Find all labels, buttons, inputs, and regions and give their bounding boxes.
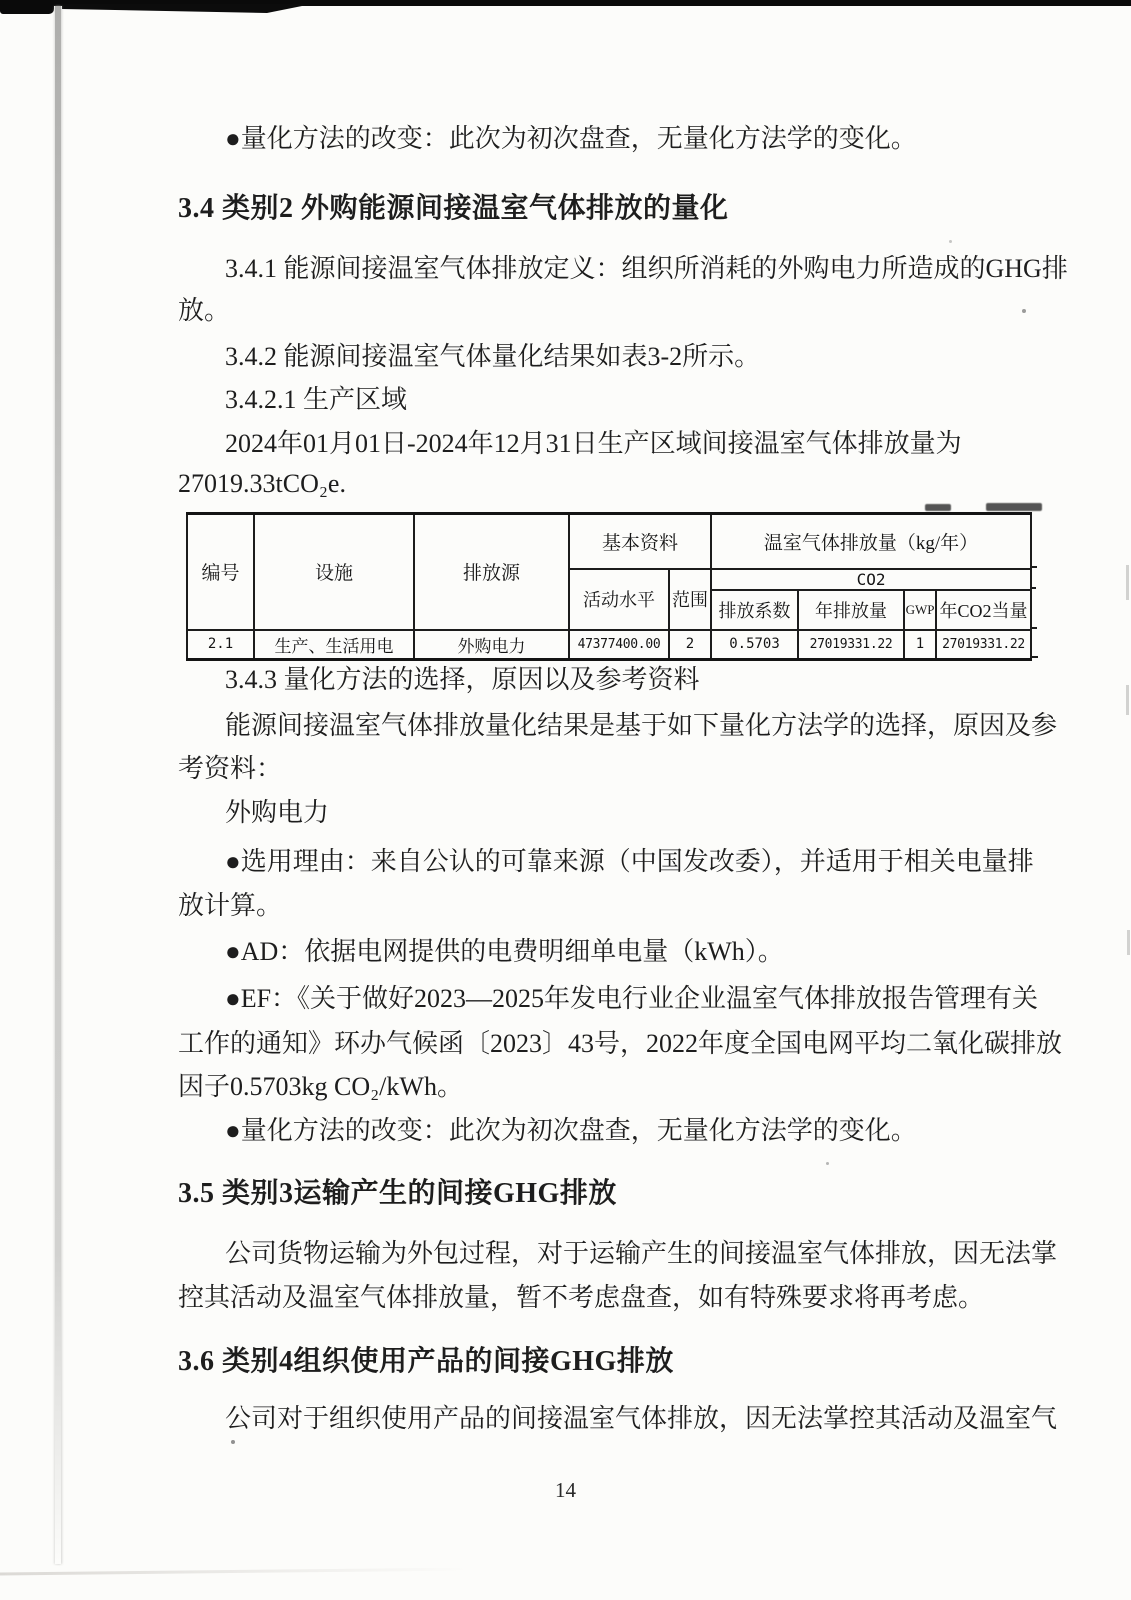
bullet-selection-reason-line-1: ●选用理由：来自公认的可靠来源（中国发改委），并适用于相关电量排 xyxy=(225,847,1034,876)
paragraph-3-4-3: 3.4.3 量化方法的选择，原因以及参考资料 xyxy=(225,665,700,694)
bullet-ef-line-1: ●EF：《关于做好2023—2025年发电行业企业温室气体排放报告管理有关 xyxy=(225,984,1039,1013)
scan-edge-mark xyxy=(1127,930,1130,955)
table-row xyxy=(187,630,1031,660)
cell-gwp: 1 xyxy=(904,630,936,660)
paragraph-3-4-1-line-1: 3.4.1 能源间接温室气体排放定义：组织所消耗的外购电力所造成的GHG排 xyxy=(225,254,1068,283)
bullet-ef-line-3: 因子0.5703kg CO₂/kWh。 xyxy=(178,1072,463,1101)
paragraph-3-4-2: 3.4.2 能源间接温室气体量化结果如表3-2所示。 xyxy=(225,342,761,371)
scan-speck xyxy=(826,1162,829,1165)
page-number: 14 xyxy=(555,1478,576,1502)
scan-speck xyxy=(231,1440,235,1444)
emission-table xyxy=(186,512,1032,661)
scan-top-wedge-artifact xyxy=(62,4,312,13)
section-heading-3-5: 3.5 类别3运输产生的间接GHG排放 xyxy=(178,1178,617,1209)
group-header-basic-data: 基本资料 xyxy=(569,514,711,569)
paragraph-method-line-1: 能源间接温室气体排放量化结果是基于如下量化方法学的选择，原因及参 xyxy=(225,711,1058,740)
paragraph-3-5-line-1: 公司货物运输为外包过程，对于运输产生的间接温室气体排放，因无法掌 xyxy=(225,1239,1058,1268)
paragraph-3-4-2-1: 3.4.2.1 生产区域 xyxy=(225,385,408,414)
column-header-activity-level: 活动水平 xyxy=(569,569,669,630)
column-header-annual-emission: 年排放量 xyxy=(798,590,904,630)
cell-annual-emission: 27019331.22 xyxy=(798,630,904,660)
paragraph-period-line-1: 2024年01月01日-2024年12月31日生产区域间接温室气体排放量为 xyxy=(225,429,962,458)
scan-edge-mark xyxy=(1126,565,1129,600)
column-header-scope: 范围 xyxy=(669,569,711,630)
scan-corner-artifact xyxy=(0,0,54,14)
column-header-annual-co2e: 年CO2当量 xyxy=(936,590,1031,630)
cell-emission-factor: 0.5703 xyxy=(711,630,798,660)
paragraph-method-line-2: 考资料： xyxy=(178,754,283,783)
column-header-id: 编号 xyxy=(187,514,254,630)
group-header-ghg-emission: 温室气体排放量（kg/年） xyxy=(711,514,1031,569)
bullet-ad: ●AD：依据电网提供的电费明细单电量（kWh）。 xyxy=(225,937,784,966)
cell-annual-co2e: 27019331.22 xyxy=(936,630,1031,660)
bullet-method-change-2: ●量化方法的改变：此次为初次盘查，无量化方法学的变化。 xyxy=(225,1116,917,1145)
binding-fold-line xyxy=(55,6,61,1564)
scan-bottom-shadow xyxy=(0,1568,470,1576)
paragraph-period-line-2: 27019.33tCO₂e. xyxy=(178,469,346,498)
cell-source: 外购电力 xyxy=(414,630,569,660)
column-header-source: 排放源 xyxy=(414,514,569,630)
cell-scope: 2 xyxy=(669,630,711,660)
cell-id: 2.1 xyxy=(187,630,254,660)
cell-activity-level: 47377400.00 xyxy=(569,630,669,660)
group-header-co2: CO2 xyxy=(711,569,1031,590)
column-header-facility: 设施 xyxy=(254,514,414,630)
bullet-method-change-1: ●量化方法的改变：此次为初次盘查，无量化方法学的变化。 xyxy=(225,124,917,153)
bullet-selection-reason-line-2: 放计算。 xyxy=(178,891,283,920)
column-header-gwp: GWP xyxy=(904,590,936,630)
paragraph-3-4-1-line-2: 放。 xyxy=(178,296,231,325)
bullet-ef-line-2: 工作的通知》环办气候函〔2023〕43号，2022年度全国电网平均二氧化碳排放 xyxy=(178,1029,1063,1058)
paragraph-3-6-line-1: 公司对于组织使用产品的间接温室气体排放，因无法掌控其活动及温室气 xyxy=(225,1404,1058,1433)
paragraph-purchased-electricity: 外购电力 xyxy=(225,798,330,827)
cell-facility: 生产、生活用电 xyxy=(254,630,414,660)
paragraph-3-5-line-2: 控其活动及温室气体排放量，暂不考虑盘查，如有特殊要求将再考虑。 xyxy=(178,1283,985,1312)
scan-smudge xyxy=(986,503,1042,511)
scan-speck xyxy=(949,240,952,243)
scan-speck xyxy=(1022,309,1026,313)
section-heading-3-4: 3.4 类别2 外购能源间接温室气体排放的量化 xyxy=(178,193,729,224)
section-heading-3-6: 3.6 类别4组织使用产品的间接GHG排放 xyxy=(178,1346,674,1377)
column-header-emission-factor: 排放系数 xyxy=(711,590,798,630)
scan-smudge xyxy=(925,504,951,511)
scan-edge-mark xyxy=(1126,685,1129,715)
